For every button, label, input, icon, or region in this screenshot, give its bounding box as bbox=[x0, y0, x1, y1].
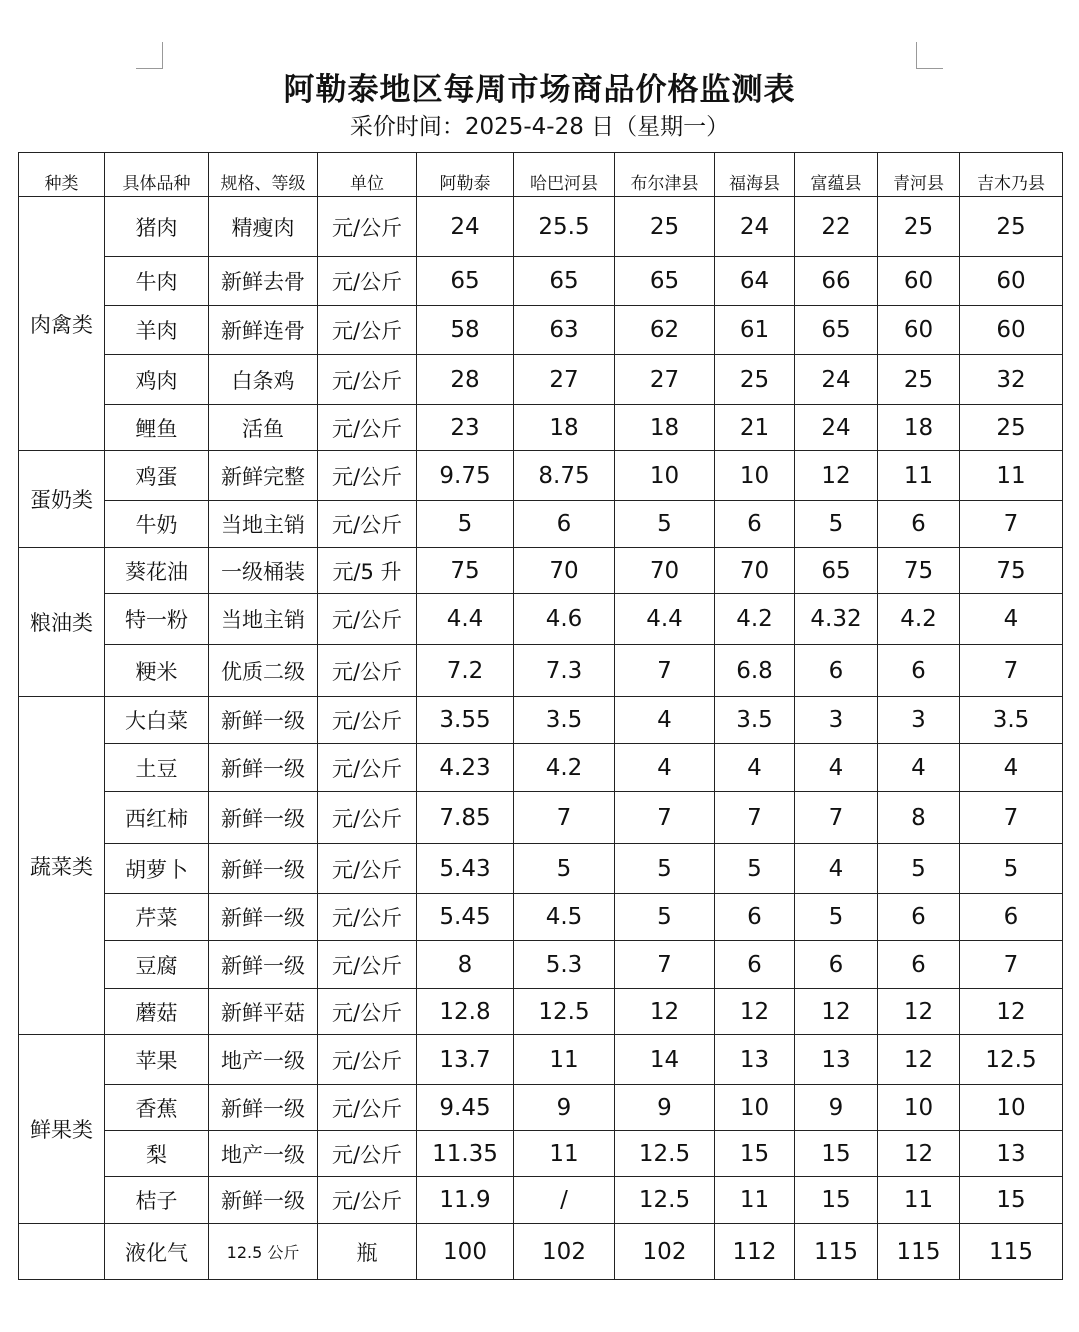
unit-cell: 元/公斤 bbox=[318, 844, 417, 894]
item-cell: 蘑菇 bbox=[105, 989, 209, 1035]
table-body bbox=[19, 197, 1063, 1280]
price-cell: 5 bbox=[960, 844, 1063, 894]
table-row bbox=[19, 697, 1063, 744]
spec-cell: 当地主销 bbox=[209, 501, 318, 548]
price-cell: 65 bbox=[514, 257, 615, 306]
price-cell: 4.2 bbox=[514, 744, 615, 792]
price-cell: 28 bbox=[417, 355, 514, 405]
unit-cell: 元/公斤 bbox=[318, 645, 417, 697]
unit-cell: 元/公斤 bbox=[318, 792, 417, 844]
price-cell: 4.4 bbox=[417, 594, 514, 645]
column-header: 吉木乃县 bbox=[960, 153, 1063, 197]
price-cell: 6 bbox=[878, 501, 960, 548]
price-cell: 5.3 bbox=[514, 941, 615, 989]
price-cell: 12.5 bbox=[615, 1131, 715, 1177]
item-cell: 粳米 bbox=[105, 645, 209, 697]
price-cell: 115 bbox=[878, 1224, 960, 1280]
unit-cell: 元/公斤 bbox=[318, 355, 417, 405]
spec-cell: 地产一级 bbox=[209, 1131, 318, 1177]
price-cell: 6 bbox=[795, 645, 878, 697]
unit-cell: 元/公斤 bbox=[318, 1131, 417, 1177]
item-cell: 猪肉 bbox=[105, 197, 209, 257]
price-cell: 10 bbox=[715, 1085, 795, 1131]
price-cell: 4.23 bbox=[417, 744, 514, 792]
price-cell: 65 bbox=[615, 257, 715, 306]
price-cell: 9 bbox=[615, 1085, 715, 1131]
category-cell: 鲜果类 bbox=[19, 1035, 105, 1224]
price-cell: 18 bbox=[615, 405, 715, 451]
price-cell: 6 bbox=[960, 894, 1063, 941]
price-cell: 12.5 bbox=[514, 989, 615, 1035]
price-cell: 102 bbox=[514, 1224, 615, 1280]
price-cell: 9.75 bbox=[417, 451, 514, 501]
page-subtitle: 采价时间：2025-4-28 日（星期一） bbox=[349, 114, 730, 140]
column-header: 布尔津县 bbox=[615, 153, 715, 197]
column-header: 福海县 bbox=[715, 153, 795, 197]
unit-cell: 元/公斤 bbox=[318, 405, 417, 451]
price-cell: 12 bbox=[878, 1131, 960, 1177]
price-cell: 3 bbox=[795, 697, 878, 744]
price-cell: 65 bbox=[795, 306, 878, 355]
price-cell: 32 bbox=[960, 355, 1063, 405]
price-cell: 9 bbox=[514, 1085, 615, 1131]
item-cell: 梨 bbox=[105, 1131, 209, 1177]
unit-cell: 元/公斤 bbox=[318, 744, 417, 792]
price-cell: 6 bbox=[514, 501, 615, 548]
unit-cell: 元/公斤 bbox=[318, 894, 417, 941]
unit-cell: 瓶 bbox=[318, 1224, 417, 1280]
unit-cell: 元/公斤 bbox=[318, 697, 417, 744]
unit-cell: 元/公斤 bbox=[318, 989, 417, 1035]
table-row bbox=[19, 844, 1063, 894]
price-cell: 4.6 bbox=[514, 594, 615, 645]
spec-cell: 新鲜一级 bbox=[209, 1085, 318, 1131]
price-cell: 6 bbox=[878, 894, 960, 941]
price-cell: 4 bbox=[878, 744, 960, 792]
price-cell: 4 bbox=[795, 744, 878, 792]
price-cell: 24 bbox=[417, 197, 514, 257]
price-cell: 64 bbox=[715, 257, 795, 306]
price-cell: 4.2 bbox=[878, 594, 960, 645]
price-cell: 60 bbox=[960, 257, 1063, 306]
price-cell: 12 bbox=[795, 451, 878, 501]
price-cell: 7 bbox=[514, 792, 615, 844]
price-cell: 4 bbox=[615, 697, 715, 744]
price-cell: 4.5 bbox=[514, 894, 615, 941]
table-row bbox=[19, 594, 1063, 645]
price-cell: 14 bbox=[615, 1035, 715, 1085]
price-cell: 5 bbox=[417, 501, 514, 548]
item-cell: 特一粉 bbox=[105, 594, 209, 645]
price-cell: 13 bbox=[795, 1035, 878, 1085]
price-cell: 5 bbox=[615, 894, 715, 941]
category-cell: 粮油类 bbox=[19, 548, 105, 697]
unit-cell: 元/公斤 bbox=[318, 594, 417, 645]
price-cell: 11 bbox=[960, 451, 1063, 501]
price-cell: 24 bbox=[795, 355, 878, 405]
item-cell: 牛肉 bbox=[105, 257, 209, 306]
table-header-row bbox=[19, 153, 1063, 197]
price-cell: 6 bbox=[715, 941, 795, 989]
table-row bbox=[19, 894, 1063, 941]
price-cell: 18 bbox=[514, 405, 615, 451]
price-cell: 7 bbox=[960, 501, 1063, 548]
price-cell: 3.5 bbox=[715, 697, 795, 744]
table-row bbox=[19, 941, 1063, 989]
category-cell: 蔬菜类 bbox=[19, 697, 105, 1035]
table-row bbox=[19, 1131, 1063, 1177]
spec-cell: 当地主销 bbox=[209, 594, 318, 645]
price-cell: 25.5 bbox=[514, 197, 615, 257]
price-cell: 3 bbox=[878, 697, 960, 744]
price-cell: 25 bbox=[715, 355, 795, 405]
price-cell: 24 bbox=[715, 197, 795, 257]
spec-cell: 白条鸡 bbox=[209, 355, 318, 405]
unit-cell: 元/公斤 bbox=[318, 1085, 417, 1131]
spec-cell: 活鱼 bbox=[209, 405, 318, 451]
price-cell: / bbox=[514, 1177, 615, 1224]
column-header: 哈巴河县 bbox=[514, 153, 615, 197]
column-header: 阿勒泰 bbox=[417, 153, 514, 197]
price-cell: 7 bbox=[615, 645, 715, 697]
column-header: 规格、等级 bbox=[209, 153, 318, 197]
table-row bbox=[19, 1177, 1063, 1224]
price-cell: 6 bbox=[878, 941, 960, 989]
price-cell: 66 bbox=[795, 257, 878, 306]
price-cell: 12 bbox=[960, 989, 1063, 1035]
spec-cell: 精瘦肉 bbox=[209, 197, 318, 257]
unit-cell: 元/公斤 bbox=[318, 501, 417, 548]
price-cell: 4 bbox=[615, 744, 715, 792]
price-cell: 7.3 bbox=[514, 645, 615, 697]
price-cell: 5 bbox=[514, 844, 615, 894]
table-row bbox=[19, 1035, 1063, 1085]
category-cell: 肉禽类 bbox=[19, 197, 105, 451]
price-table bbox=[18, 152, 1063, 1280]
price-cell: 12 bbox=[795, 989, 878, 1035]
spec-cell: 新鲜一级 bbox=[209, 894, 318, 941]
item-cell: 大白菜 bbox=[105, 697, 209, 744]
price-cell: 6 bbox=[715, 501, 795, 548]
item-cell: 液化气 bbox=[105, 1224, 209, 1280]
spec-cell: 新鲜一级 bbox=[209, 792, 318, 844]
price-cell: 6.8 bbox=[715, 645, 795, 697]
price-cell: 60 bbox=[960, 306, 1063, 355]
price-cell: 112 bbox=[715, 1224, 795, 1280]
price-cell: 6 bbox=[795, 941, 878, 989]
column-header: 富蕴县 bbox=[795, 153, 878, 197]
unit-cell: 元/公斤 bbox=[318, 197, 417, 257]
price-cell: 7 bbox=[615, 792, 715, 844]
table-row bbox=[19, 355, 1063, 405]
price-cell: 25 bbox=[878, 355, 960, 405]
column-header: 种类 bbox=[19, 153, 105, 197]
item-cell: 豆腐 bbox=[105, 941, 209, 989]
price-cell: 21 bbox=[715, 405, 795, 451]
price-cell: 12.5 bbox=[960, 1035, 1063, 1085]
price-cell: 15 bbox=[795, 1131, 878, 1177]
item-cell: 鲤鱼 bbox=[105, 405, 209, 451]
table-row bbox=[19, 989, 1063, 1035]
price-cell: 27 bbox=[514, 355, 615, 405]
price-cell: 8.75 bbox=[514, 451, 615, 501]
price-cell: 70 bbox=[615, 548, 715, 594]
price-cell: 11 bbox=[514, 1131, 615, 1177]
price-cell: 60 bbox=[878, 257, 960, 306]
spec-cell: 新鲜连骨 bbox=[209, 306, 318, 355]
table-row bbox=[19, 548, 1063, 594]
item-cell: 鸡肉 bbox=[105, 355, 209, 405]
price-cell: 102 bbox=[615, 1224, 715, 1280]
item-cell: 土豆 bbox=[105, 744, 209, 792]
price-cell: 5 bbox=[715, 844, 795, 894]
price-cell: 5 bbox=[795, 501, 878, 548]
price-cell: 6 bbox=[715, 894, 795, 941]
price-cell: 18 bbox=[878, 405, 960, 451]
price-cell: 11 bbox=[878, 451, 960, 501]
price-cell: 7 bbox=[960, 792, 1063, 844]
price-cell: 13.7 bbox=[417, 1035, 514, 1085]
price-cell: 7 bbox=[615, 941, 715, 989]
price-cell: 10 bbox=[960, 1085, 1063, 1131]
price-cell: 15 bbox=[715, 1131, 795, 1177]
price-cell: 75 bbox=[878, 548, 960, 594]
price-cell: 4 bbox=[960, 744, 1063, 792]
spec-cell: 新鲜一级 bbox=[209, 844, 318, 894]
item-cell: 葵花油 bbox=[105, 548, 209, 594]
price-cell: 6 bbox=[878, 645, 960, 697]
table-row bbox=[19, 197, 1063, 257]
table-row bbox=[19, 645, 1063, 697]
price-cell: 3.5 bbox=[514, 697, 615, 744]
item-cell: 苹果 bbox=[105, 1035, 209, 1085]
price-cell: 4.32 bbox=[795, 594, 878, 645]
price-cell: 12.5 bbox=[615, 1177, 715, 1224]
price-cell: 23 bbox=[417, 405, 514, 451]
price-cell: 9 bbox=[795, 1085, 878, 1131]
price-cell: 4.4 bbox=[615, 594, 715, 645]
table-row bbox=[19, 501, 1063, 548]
category-cell: 蛋奶类 bbox=[19, 451, 105, 548]
spec-cell: 新鲜平菇 bbox=[209, 989, 318, 1035]
price-cell: 4.2 bbox=[715, 594, 795, 645]
price-cell: 5.45 bbox=[417, 894, 514, 941]
item-cell: 牛奶 bbox=[105, 501, 209, 548]
price-cell: 24 bbox=[795, 405, 878, 451]
price-cell: 11 bbox=[715, 1177, 795, 1224]
item-cell: 芹菜 bbox=[105, 894, 209, 941]
category-cell bbox=[19, 1224, 105, 1280]
price-cell: 25 bbox=[878, 197, 960, 257]
unit-cell: 元/公斤 bbox=[318, 257, 417, 306]
price-cell: 12 bbox=[715, 989, 795, 1035]
price-cell: 11.35 bbox=[417, 1131, 514, 1177]
price-cell: 15 bbox=[795, 1177, 878, 1224]
price-cell: 25 bbox=[960, 405, 1063, 451]
price-cell: 22 bbox=[795, 197, 878, 257]
table-row bbox=[19, 792, 1063, 844]
price-cell: 7.85 bbox=[417, 792, 514, 844]
table-row bbox=[19, 306, 1063, 355]
price-cell: 11.9 bbox=[417, 1177, 514, 1224]
price-cell: 75 bbox=[417, 548, 514, 594]
price-cell: 5 bbox=[878, 844, 960, 894]
price-cell: 12 bbox=[878, 989, 960, 1035]
price-cell: 4 bbox=[960, 594, 1063, 645]
table-row bbox=[19, 1224, 1063, 1280]
price-cell: 63 bbox=[514, 306, 615, 355]
item-cell: 胡萝卜 bbox=[105, 844, 209, 894]
spec-cell: 新鲜完整 bbox=[209, 451, 318, 501]
price-cell: 7.2 bbox=[417, 645, 514, 697]
table-row bbox=[19, 451, 1063, 501]
price-cell: 27 bbox=[615, 355, 715, 405]
column-header: 青河县 bbox=[878, 153, 960, 197]
price-cell: 61 bbox=[715, 306, 795, 355]
item-cell: 羊肉 bbox=[105, 306, 209, 355]
unit-cell: 元/公斤 bbox=[318, 451, 417, 501]
unit-cell: 元/公斤 bbox=[318, 1177, 417, 1224]
price-cell: 11 bbox=[514, 1035, 615, 1085]
price-cell: 58 bbox=[417, 306, 514, 355]
price-cell: 7 bbox=[960, 645, 1063, 697]
price-cell: 5 bbox=[795, 894, 878, 941]
unit-cell: 元/5 升 bbox=[318, 548, 417, 594]
spec-cell: 一级桶装 bbox=[209, 548, 318, 594]
price-cell: 4 bbox=[715, 744, 795, 792]
price-cell: 8 bbox=[878, 792, 960, 844]
spec-cell: 优质二级 bbox=[209, 645, 318, 697]
price-cell: 5 bbox=[615, 501, 715, 548]
unit-cell: 元/公斤 bbox=[318, 306, 417, 355]
price-cell: 75 bbox=[960, 548, 1063, 594]
price-cell: 13 bbox=[715, 1035, 795, 1085]
price-cell: 12 bbox=[615, 989, 715, 1035]
table-row bbox=[19, 257, 1063, 306]
item-cell: 桔子 bbox=[105, 1177, 209, 1224]
price-cell: 3.5 bbox=[960, 697, 1063, 744]
price-cell: 12.8 bbox=[417, 989, 514, 1035]
price-cell: 62 bbox=[615, 306, 715, 355]
price-cell: 9.45 bbox=[417, 1085, 514, 1131]
column-header: 具体品种 bbox=[105, 153, 209, 197]
price-cell: 25 bbox=[960, 197, 1063, 257]
price-cell: 4 bbox=[795, 844, 878, 894]
price-cell: 70 bbox=[514, 548, 615, 594]
price-cell: 7 bbox=[715, 792, 795, 844]
table-row bbox=[19, 1085, 1063, 1131]
spec-cell: 12.5 公斤 bbox=[209, 1224, 318, 1280]
spec-cell: 新鲜一级 bbox=[209, 1177, 318, 1224]
price-cell: 10 bbox=[878, 1085, 960, 1131]
price-cell: 7 bbox=[960, 941, 1063, 989]
price-cell: 5.43 bbox=[417, 844, 514, 894]
price-cell: 12 bbox=[878, 1035, 960, 1085]
spec-cell: 新鲜一级 bbox=[209, 697, 318, 744]
item-cell: 香蕉 bbox=[105, 1085, 209, 1131]
price-cell: 115 bbox=[795, 1224, 878, 1280]
price-cell: 11 bbox=[878, 1177, 960, 1224]
price-cell: 13 bbox=[960, 1131, 1063, 1177]
price-cell: 10 bbox=[615, 451, 715, 501]
price-cell: 100 bbox=[417, 1224, 514, 1280]
spec-cell: 新鲜一级 bbox=[209, 941, 318, 989]
price-cell: 70 bbox=[715, 548, 795, 594]
price-cell: 7 bbox=[795, 792, 878, 844]
price-cell: 25 bbox=[615, 197, 715, 257]
column-header: 单位 bbox=[318, 153, 417, 197]
price-cell: 65 bbox=[417, 257, 514, 306]
spec-cell: 新鲜一级 bbox=[209, 744, 318, 792]
price-cell: 3.55 bbox=[417, 697, 514, 744]
price-cell: 8 bbox=[417, 941, 514, 989]
unit-cell: 元/公斤 bbox=[318, 941, 417, 989]
spec-cell: 地产一级 bbox=[209, 1035, 318, 1085]
item-cell: 鸡蛋 bbox=[105, 451, 209, 501]
page-title: 阿勒泰地区每周市场商品价格监测表 bbox=[283, 72, 796, 108]
item-cell: 西红柿 bbox=[105, 792, 209, 844]
table-row bbox=[19, 744, 1063, 792]
price-cell: 5 bbox=[615, 844, 715, 894]
table-row bbox=[19, 405, 1063, 451]
unit-cell: 元/公斤 bbox=[318, 1035, 417, 1085]
spec-cell: 新鲜去骨 bbox=[209, 257, 318, 306]
price-cell: 10 bbox=[715, 451, 795, 501]
price-cell: 115 bbox=[960, 1224, 1063, 1280]
price-cell: 60 bbox=[878, 306, 960, 355]
price-cell: 15 bbox=[960, 1177, 1063, 1224]
price-cell: 65 bbox=[795, 548, 878, 594]
